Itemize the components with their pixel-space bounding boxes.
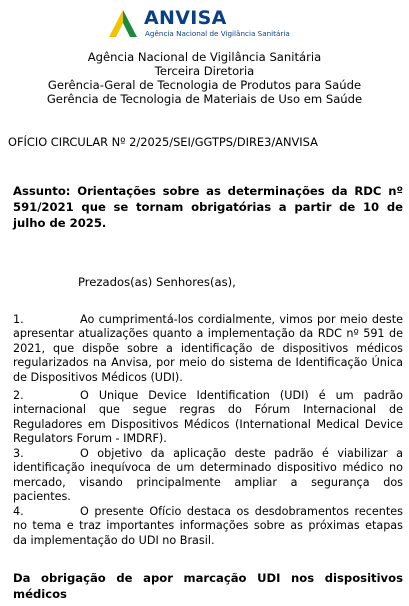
paragraph-3 — [13, 447, 403, 505]
logo-wordmark: ANVISA — [144, 7, 227, 29]
section-heading: Da obrigação de apor marcação UDI nos dispositivos médicos — [13, 571, 403, 601]
letterhead-agency: Agência Nacional de Vigilância Sanitária — [87, 50, 322, 64]
paragraph-number: 3. — [13, 447, 24, 460]
letterhead-general-management: Gerência-Geral de Tecnologia de Produtos para Saúde — [47, 78, 362, 92]
paragraph-text: O Unique Device Identification (UDI) é um padrão internacional que segue regras do Fórum Internacional de Reguladores em Dispositivos Médicos (International Medical Device Regulators Forum - IMDRF). — [13, 389, 403, 446]
paragraph-text: O objetivo da aplicação deste padrão é viabilizar a identificação inequívoca de um determinado dispositivo médico no mercado, visando principalmente ampliar a segurança dos pacientes. — [13, 447, 403, 504]
letterhead-management: Gerência de Tecnologia de Materiais de Uso em Saúde — [46, 92, 363, 106]
paragraph-text: O presente Ofício destaca os desdobramentos recentes no tema e traz importantes informações sobre as próximas etapas da implementação do UDI no Brasil. — [13, 505, 403, 547]
paragraph-2 — [13, 389, 403, 447]
paragraph-number: 1. — [13, 313, 24, 326]
subject-line: Assunto: Orientações sobre as determinações da RDC nº 591/2021 que se tornam obrigatórias a partir de 10 de julho de 2025. — [13, 184, 403, 230]
salutation: Prezados(as) Senhores(as), — [78, 275, 236, 289]
paragraph-1 — [13, 313, 403, 385]
anvisa-emblem-icon — [106, 6, 140, 40]
paragraph-text: Ao cumprimentá-los cordialmente, vimos por meio deste apresentar atualizações quanto a implementação da RDC nº 591 de 2021, que dispõe sobre a identificação de dispositivos médicos regularizados na Anvisa, por meio do sistema de Identificação Única de Dispositivos Médicos (UDI). — [13, 313, 403, 384]
anvisa-logo — [106, 6, 316, 42]
document-reference: OFÍCIO CIRCULAR Nº 2/2025/SEI/GGTPS/DIRE3/ANVISA — [8, 135, 318, 149]
paragraph-number: 2. — [13, 389, 24, 402]
letterhead — [0, 50, 409, 106]
paragraph-number: 4. — [13, 505, 24, 518]
logo-subtitle: Agência Nacional de Vigilância Sanitária — [145, 29, 290, 38]
paragraph-4 — [13, 505, 403, 548]
letterhead-directorate: Terceira Diretoria — [154, 64, 255, 78]
